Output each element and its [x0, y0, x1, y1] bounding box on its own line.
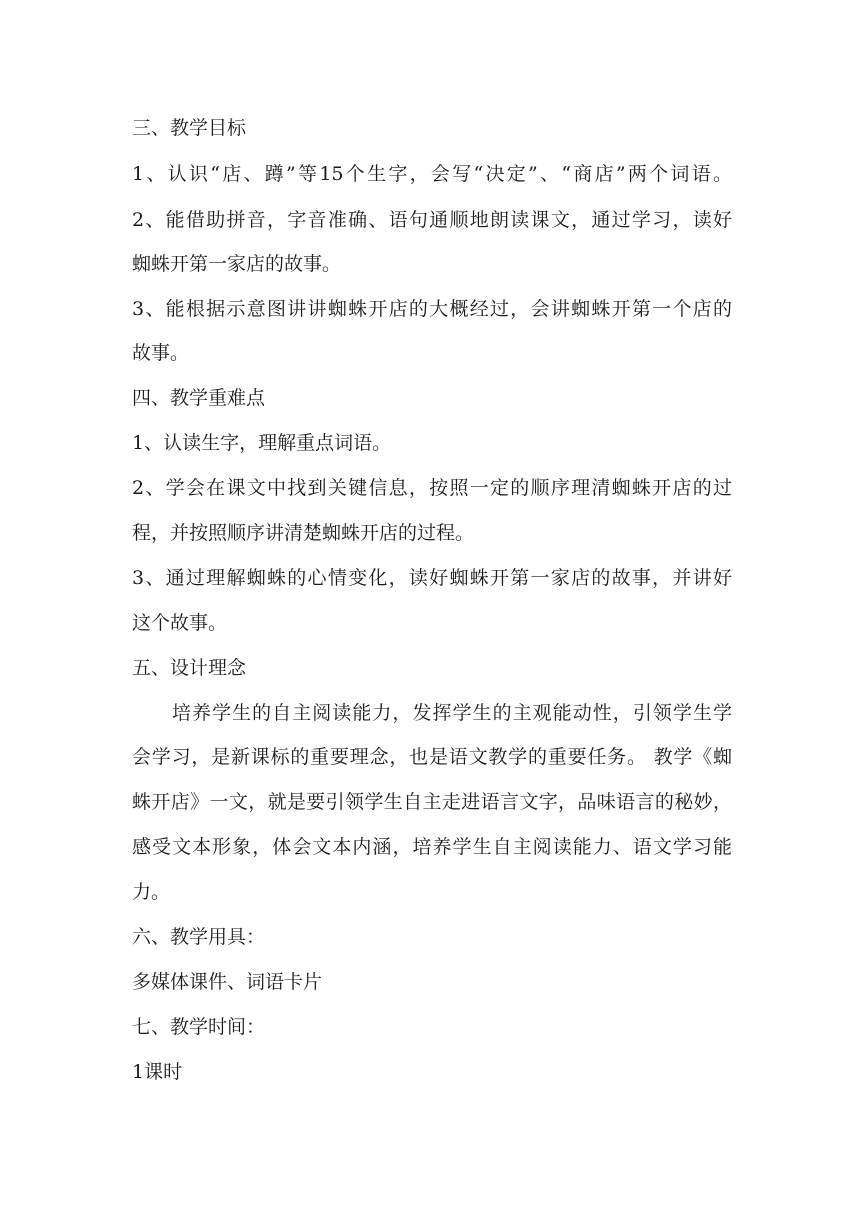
goal-item-2-line-1: 2、能借助拼音，字音准确、语句通顺地朗读课文，通过学习，读好: [132, 209, 732, 231]
section-heading-tools: 六、教学用具：: [132, 926, 266, 948]
concept-paragraph-line-1: 培养学生的自主阅读能力，发挥学生的主观能动性，引领学生学: [172, 702, 732, 724]
section-heading-time: 七、教学时间：: [132, 1016, 266, 1038]
concept-paragraph-line-4: 感受文本形象，体会文本内涵，培养学生自主阅读能力、语文学习能: [132, 836, 732, 858]
goal-item-2-line-2: 蜘蛛开第一家店的故事。: [132, 253, 342, 275]
goal-item-3-line-2: 故事。: [132, 342, 190, 364]
concept-paragraph-line-2: 会学习，是新课标的重要理念，也是语文教学的重要任务。 教学《蜘: [132, 746, 732, 768]
time-text: 1课时: [132, 1061, 183, 1083]
keypoint-item-3-line-1: 3、通过理解蜘蛛的心情变化，读好蜘蛛开第一家店的故事，并讲好: [132, 567, 732, 589]
keypoint-item-2-line-1: 2、学会在课文中找到关键信息，按照一定的顺序理清蜘蛛开店的过: [132, 477, 732, 499]
keypoint-item-1: 1、认读生字，理解重点词语。: [132, 432, 392, 454]
keypoint-item-3-line-2: 这个故事。: [132, 612, 228, 634]
tools-text: 多媒体课件、词语卡片: [132, 971, 323, 993]
concept-paragraph-line-5: 力。: [132, 881, 171, 903]
goal-item-3-line-1: 3、能根据示意图讲讲蜘蛛开店的大概经过，会讲蜘蛛开第一个店的: [132, 298, 732, 320]
section-heading-keypoints: 四、教学重难点: [132, 387, 266, 409]
concept-paragraph-line-3: 蛛开店》一文，就是要引领学生自主走进语言文字，品味语言的秘妙，: [132, 791, 732, 813]
goal-item-1: 1、认识“店、蹲”等15个生字，会写“决定”、“商店”两个词语。: [132, 163, 732, 185]
keypoint-item-2-line-2: 程，并按照顺序讲清楚蜘蛛开店的过程。: [132, 522, 475, 544]
section-heading-goals: 三、教学目标: [132, 117, 247, 139]
section-heading-concept: 五、设计理念: [132, 657, 247, 679]
